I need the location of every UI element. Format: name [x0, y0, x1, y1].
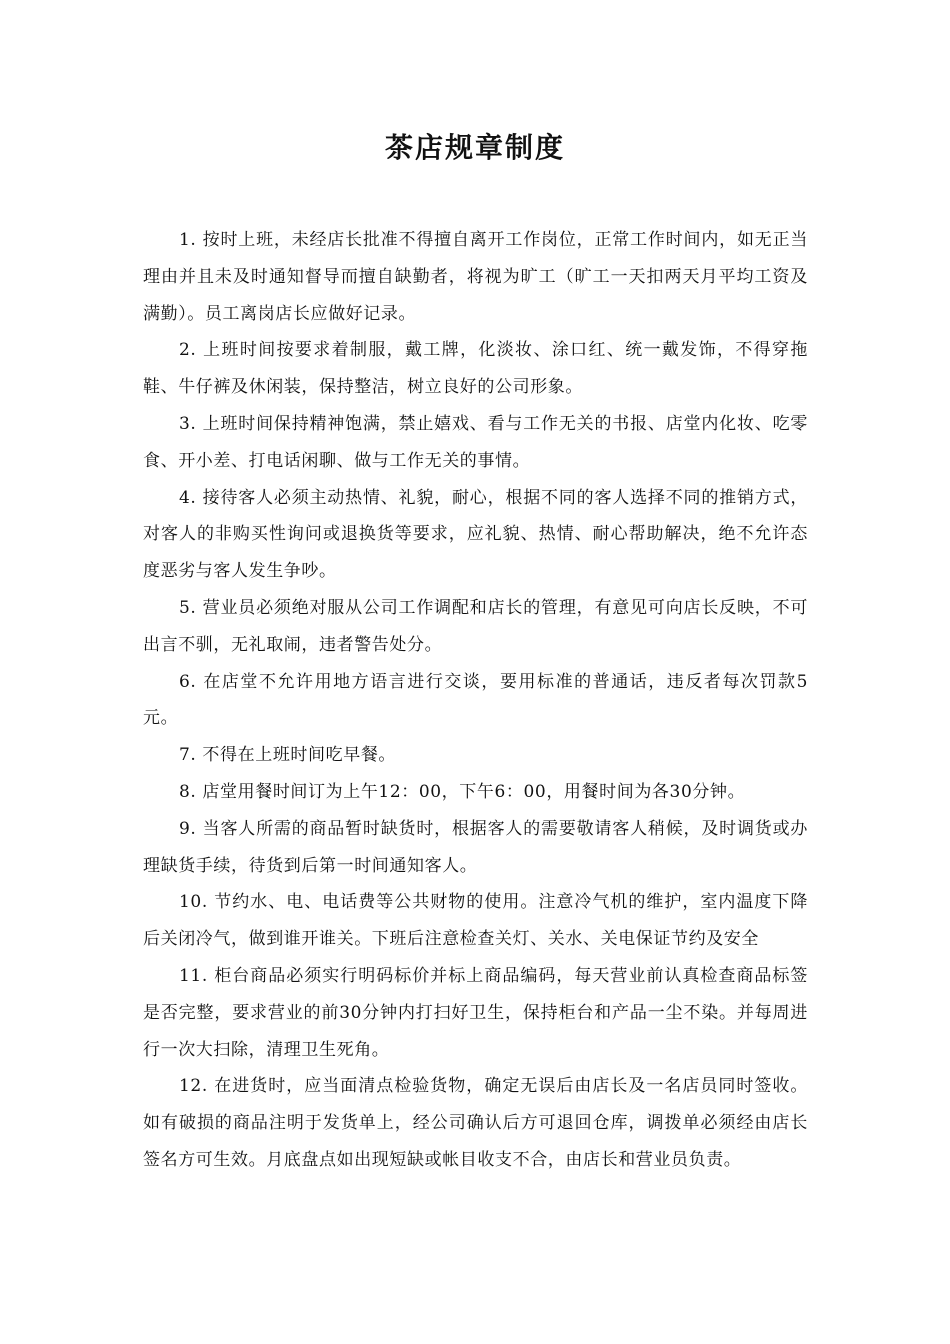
rule-item-9: 9. 当客人所需的商品暂时缺货时，根据客人的需要敬请客人稍候，及时调货或办理缺货手续，待货到后第一时间通知客人。	[143, 818, 808, 876]
rule-item-1: 1. 按时上班，未经店长批准不得擅自离开工作岗位，正常工作时间内，如无正当理由并且未及时通知督导而擅自缺勤者，将视为旷工（旷工一天扣两天月平均工资及满勤）。员工离岗店长应做好记录。	[143, 230, 808, 324]
rule-item-10: 10. 节约水、电、电话费等公共财物的使用。注意冷气机的维护，室内温度下降后关闭冷气，做到谁开谁关。下班后注意检查关灯、关水、关电保证节约及安全	[143, 892, 808, 950]
rule-item-8: 8. 店堂用餐时间订为上午12：00，下午6：00，用餐时间为各30分钟。	[179, 781, 746, 802]
rule-item-7: 7. 不得在上班时间吃早餐。	[179, 745, 397, 766]
rule-item-3: 3. 上班时间保持精神饱满，禁止嬉戏、看与工作无关的书报、店堂内化妆、吃零食、开小差、打电话闲聊、做与工作无关的事情。	[143, 413, 808, 471]
rules-list	[143, 222, 808, 1179]
rule-item-4: 4. 接待客人必须主动热情、礼貌，耐心，根据不同的客人选择不同的推销方式，对客人的非购买性询问或退换货等要求，应礼貌、热情、耐心帮助解决，绝不允许态度恶劣与客人发生争吵。	[143, 487, 808, 582]
rule-item-12: 12. 在进货时，应当面清点检验货物，确定无误后由店长及一名店员同时签收。如有破损的商品注明于发货单上，经公司确认后方可退回仓库，调拨单必须经由店长签名方可生效。月底盘点如出现短缺或帐目收支不合，由店长和营业员负责。	[143, 1076, 808, 1170]
rule-item-2: 2. 上班时间按要求着制服，戴工牌，化淡妆、涂口红、统一戴发饰，不得穿拖鞋、牛仔裤及休闲装，保持整洁，树立良好的公司形象。	[143, 340, 808, 398]
rule-item-11: 11. 柜台商品必须实行明码标价并标上商品编码，每天营业前认真检查商品标签是否完整，要求营业的前30分钟内打扫好卫生，保持柜台和产品一尘不染。并每周进行一次大扫除，清理卫生死角。	[143, 965, 808, 1060]
rule-item-6: 6. 在店堂不允许用地方语言进行交谈，要用标准的普通话，违反者每次罚款5元。	[143, 671, 808, 729]
page-title: 茶店规章制度	[384, 131, 565, 164]
rule-item-5: 5. 营业员必须绝对服从公司工作调配和店长的管理，有意见可向店长反映，不可出言不驯，无礼取闹，违者警告处分。	[143, 597, 808, 655]
